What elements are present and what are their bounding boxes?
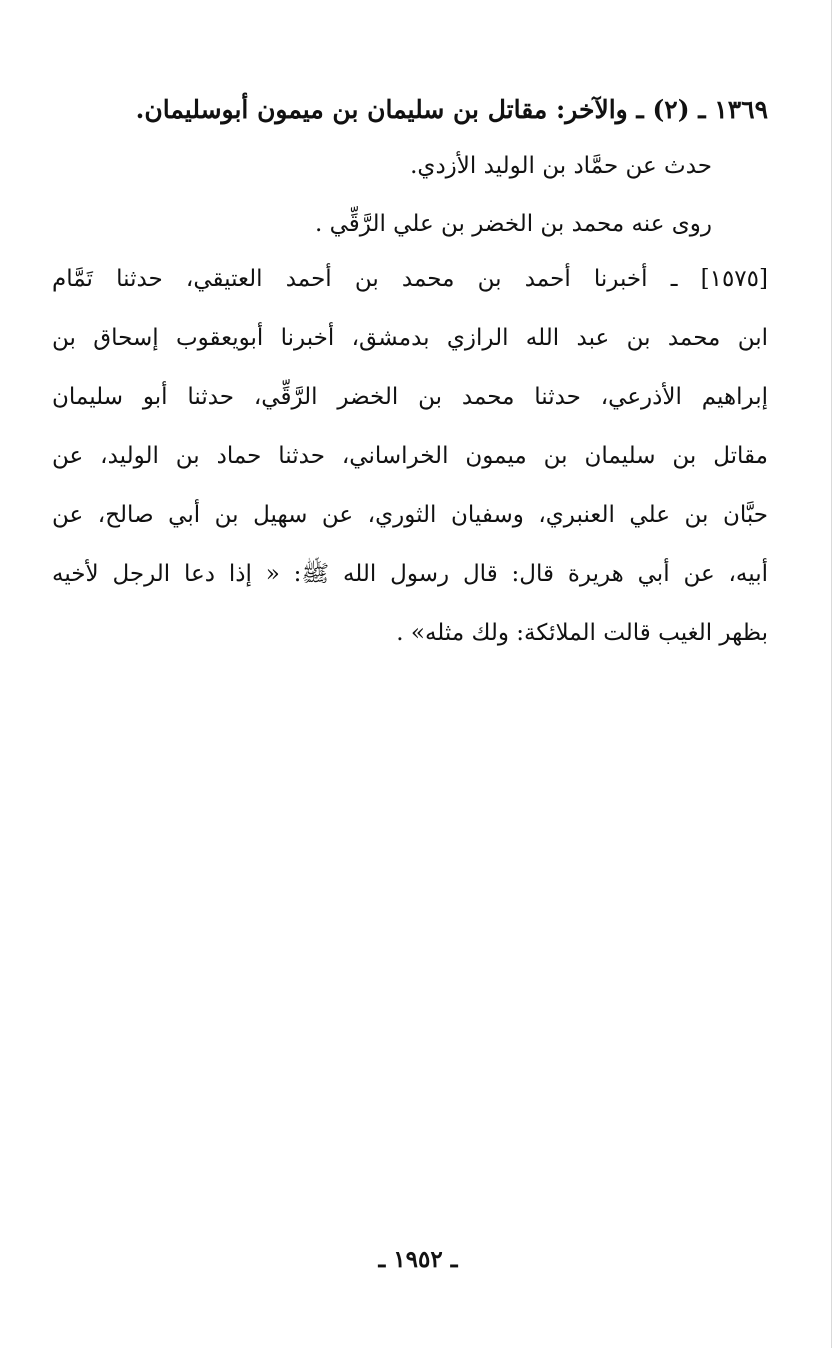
hadith-line: بظهر الغيب قالت الملائكة: ولك مثله» . (396, 620, 768, 646)
page-number: ـ ١٩٥٢ ـ (378, 1246, 458, 1273)
hadith-line: إبراهيم الأذرعي، حدثنا محمد بن الخضر الرَّقِّي، حدثنا أبو سليمان (52, 384, 768, 410)
hadith-line: مقاتل بن سليمان بن ميمون الخراساني، حدثنا حماد بن الوليد، عن (52, 443, 768, 469)
hadith-line: أبيه، عن أبي هريرة قال: قال رسول الله ﷺ: « إذا دعا الرجل لأخيه (52, 561, 768, 587)
page-edge-line (831, 0, 832, 1348)
hadith-line: [١٥٧٥] ـ أخبرنا أحمد بن محمد بن أحمد العتيقي، حدثنا تَمَّام (52, 266, 768, 292)
page-content (52, 88, 768, 663)
entry-heading: ١٣٦٩ ـ (٢) ـ والآخر: مقاتل بن سليمان بن ميمون أبوسليمان. (135, 95, 768, 124)
hadith-paragraph (52, 250, 768, 663)
narrated-from-line: حدث عن حمَّاد بن الوليد الأزدي. (410, 153, 712, 179)
narrated-by-line: روى عنه محمد بن الخضر بن علي الرَّقِّي . (314, 211, 712, 237)
hadith-line: حبَّان بن علي العنبري، وسفيان الثوري، عن سهيل بن أبي صالح، عن (52, 502, 768, 528)
hadith-line: ابن محمد بن عبد الله الرازي بدمشق، أخبرنا أبويعقوب إسحاق بن (52, 325, 768, 351)
